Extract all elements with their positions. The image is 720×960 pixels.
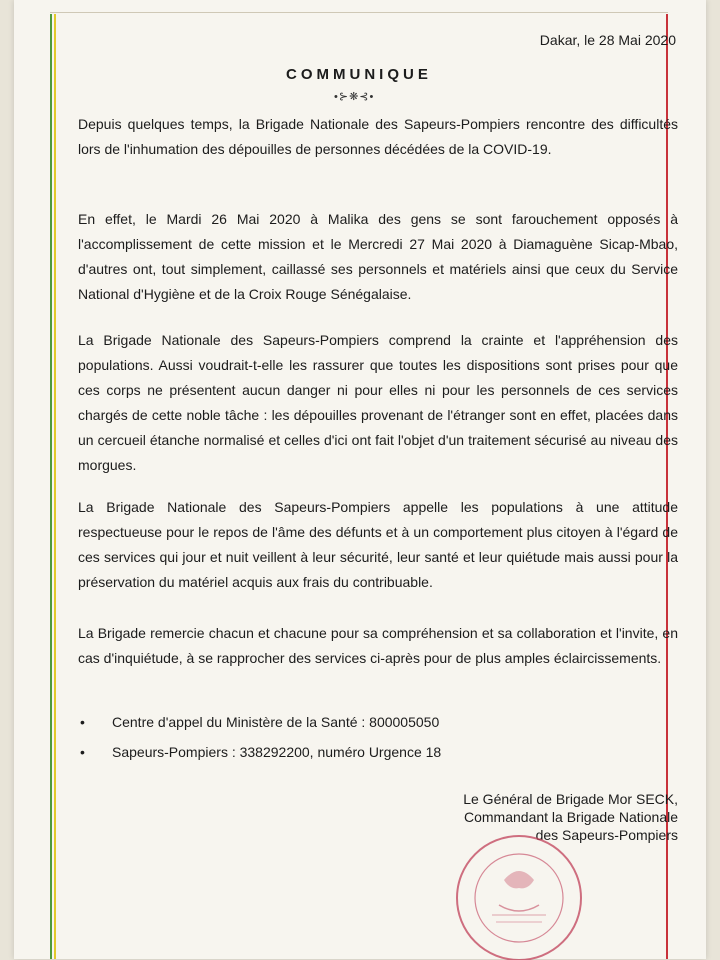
paragraph-5: La Brigade remercie chacun et chacune pour sa compréhension et sa collaboration et l'invite, en cas d'inquiétude, à se rapprocher des services ci-après pour de plus amples éclaircissements. bbox=[78, 625, 678, 666]
contact-item-text: Sapeurs-Pompiers : 338292200, numéro Urgence 18 bbox=[112, 744, 442, 760]
paragraph-2: En effet, le Mardi 26 Mai 2020 à Malika des gens se sont farouchement opposés à l'accomplissement de cette mission et le Mercredi 27 Mai 2020 à Diamaguène Sicap-Mbao, d'autres ont, tout simplement, caillassé ses personnels et matériels ainsi que ceux du Service National d'Hygiène et de la Croix Rouge Sénégalaise. bbox=[78, 211, 678, 302]
flag-border-green bbox=[50, 14, 52, 959]
flag-border-yellow bbox=[54, 14, 56, 959]
contact-list bbox=[78, 707, 678, 767]
signature-line-1: Le Général de Brigade Mor SECK, bbox=[463, 791, 678, 807]
paragraph-4: La Brigade Nationale des Sapeurs-Pompiers appelle les populations à une attitude respectueuse pour le repos de l'âme des défunts et à un comportement plus citoyen à l'égard de ces services qui jour et nuit veillent à leur sécurité, leur santé et leur quiétude mais aussi pour la préservation du matériel acquis aux frais du contribuable. bbox=[78, 499, 678, 590]
contact-item-text: Centre d'appel du Ministère de la Santé : 800005050 bbox=[112, 714, 440, 730]
title-ornament: •⊱❋⊰• bbox=[334, 91, 375, 103]
document-page bbox=[14, 0, 706, 959]
contact-item bbox=[78, 707, 678, 737]
top-rule bbox=[50, 12, 668, 13]
contact-item bbox=[78, 737, 678, 767]
bullet-marker: • bbox=[80, 714, 85, 730]
official-stamp-icon bbox=[444, 820, 594, 960]
bullet-marker: • bbox=[80, 744, 85, 760]
document-date: Dakar, le 28 Mai 2020 bbox=[539, 32, 676, 48]
paragraph-3: La Brigade Nationale des Sapeurs-Pompiers comprend la crainte et l'appréhension des populations. Aussi voudrait-t-elle les rassurer que toutes les dispositions sont prises pour que ces corps ne présentent aucun danger ni pour elles ni pour les personnels de ces services chargés de cette noble tâche : les dépouilles provenant de l'étranger sont en effet, placées dans un cercueil étanche normalisé et celles d'ici ont fait l'objet d'un traitement sécurisé au niveau des morgues. bbox=[78, 332, 678, 473]
document-title: COMMUNIQUE bbox=[286, 66, 432, 83]
signature-line-3: des Sapeurs-Pompiers bbox=[535, 827, 678, 843]
signature-line-2: Commandant la Brigade Nationale bbox=[463, 809, 678, 825]
paragraph-1: Depuis quelques temps, la Brigade Nationale des Sapeurs-Pompiers rencontre des difficultés lors de l'inhumation des dépouilles de personnes décédées de la COVID-19. bbox=[78, 116, 678, 157]
